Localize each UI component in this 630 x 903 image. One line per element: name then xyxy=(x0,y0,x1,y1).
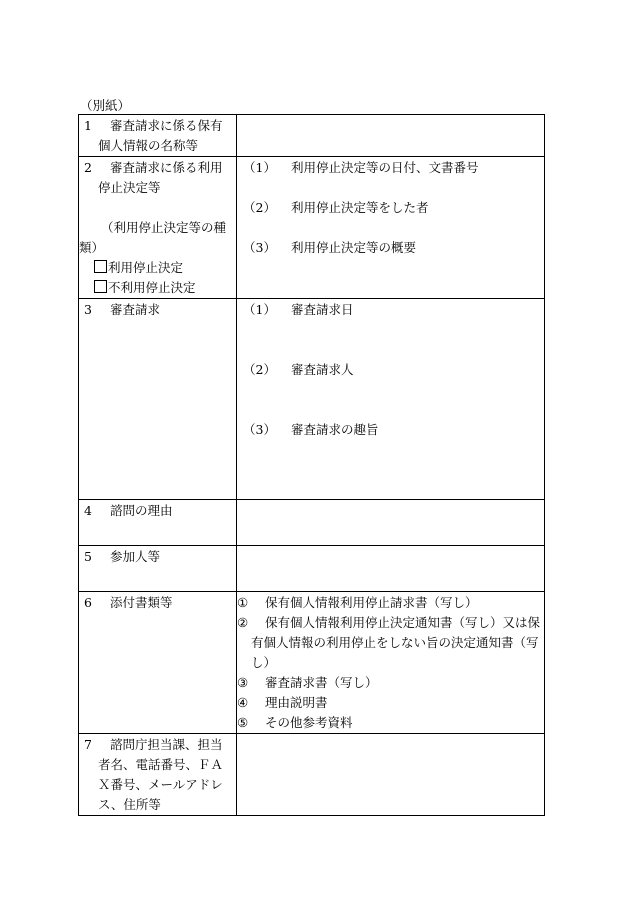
list-item: ③ 審査請求書（写し） xyxy=(237,675,378,690)
list-item: （1） 審査請求日 xyxy=(243,302,354,317)
checkbox[interactable] xyxy=(94,260,107,273)
table-row xyxy=(79,500,545,546)
row-number: 7 xyxy=(84,737,92,752)
list-item: （3） 利用停止決定等の概要 xyxy=(243,240,417,255)
row-label: 諮問庁担当課、担当者名、電話番号、ＦＡＸ番号、メールアドレス、住所等 xyxy=(98,737,224,812)
list-item: （1） 利用停止決定等の日付、文書番号 xyxy=(243,160,479,175)
checkbox-label: 利用停止決定 xyxy=(108,260,184,275)
row-label-cell xyxy=(79,157,237,299)
row-label: 審査請求に係る保有個人情報の名称等 xyxy=(98,118,223,153)
row-label: 添付書類等 xyxy=(110,595,173,610)
row-label: 審査請求に係る利用停止決定等 xyxy=(98,160,223,195)
row-label-cell xyxy=(79,592,237,734)
table-row xyxy=(79,299,545,500)
list-item: ② 保有個人情報利用停止決定通知書（写し）又は保有個人情報の利用停止をしない旨の決定通知書（写し） xyxy=(237,615,541,670)
row-label-cell xyxy=(79,734,237,816)
row-label-cell xyxy=(79,546,237,592)
row-content-cell xyxy=(237,299,545,500)
row-number: 2 xyxy=(84,160,92,175)
row-number: 4 xyxy=(84,503,92,518)
list-item: （2） 利用停止決定等をした者 xyxy=(243,200,429,215)
row-content-cell[interactable] xyxy=(237,734,545,816)
list-item: ④ 理由説明書 xyxy=(237,695,328,710)
checkbox-label: 不利用停止決定 xyxy=(108,280,196,295)
row-number: 5 xyxy=(84,549,92,564)
checkbox[interactable] xyxy=(94,280,107,293)
list-item: ① 保有個人情報利用停止請求書（写し） xyxy=(237,595,478,610)
row-label-cell xyxy=(79,500,237,546)
list-item: （2） 審査請求人 xyxy=(243,362,354,377)
row-content-cell[interactable] xyxy=(237,500,545,546)
consultation-form-table xyxy=(78,114,545,816)
row-label: 諮問の理由 xyxy=(110,503,173,518)
checkbox-row[interactable] xyxy=(82,278,234,298)
row-content-cell xyxy=(237,157,545,299)
row-content-cell[interactable] xyxy=(237,546,545,592)
table-row xyxy=(79,734,545,816)
row-content-cell[interactable] xyxy=(237,115,545,157)
row-label: 参加人等 xyxy=(110,549,161,564)
list-item: ⑤ その他参考資料 xyxy=(237,715,353,730)
row-number: 3 xyxy=(84,302,92,317)
row-content-cell xyxy=(237,592,545,734)
checkbox-row[interactable] xyxy=(82,258,234,278)
row-number: 1 xyxy=(84,118,92,133)
row-label: 審査請求 xyxy=(110,302,161,317)
decision-kind-label: （利用停止決定等の種類） xyxy=(79,220,227,255)
table-row xyxy=(79,115,545,157)
row-number: 6 xyxy=(84,595,92,610)
table-row xyxy=(79,546,545,592)
row-label-cell xyxy=(79,299,237,500)
annex-note: （別紙） xyxy=(80,98,131,113)
list-item: （3） 審査請求の趣旨 xyxy=(243,422,379,437)
row-label-cell xyxy=(79,115,237,157)
table-row xyxy=(79,157,545,299)
table-row xyxy=(79,592,545,734)
